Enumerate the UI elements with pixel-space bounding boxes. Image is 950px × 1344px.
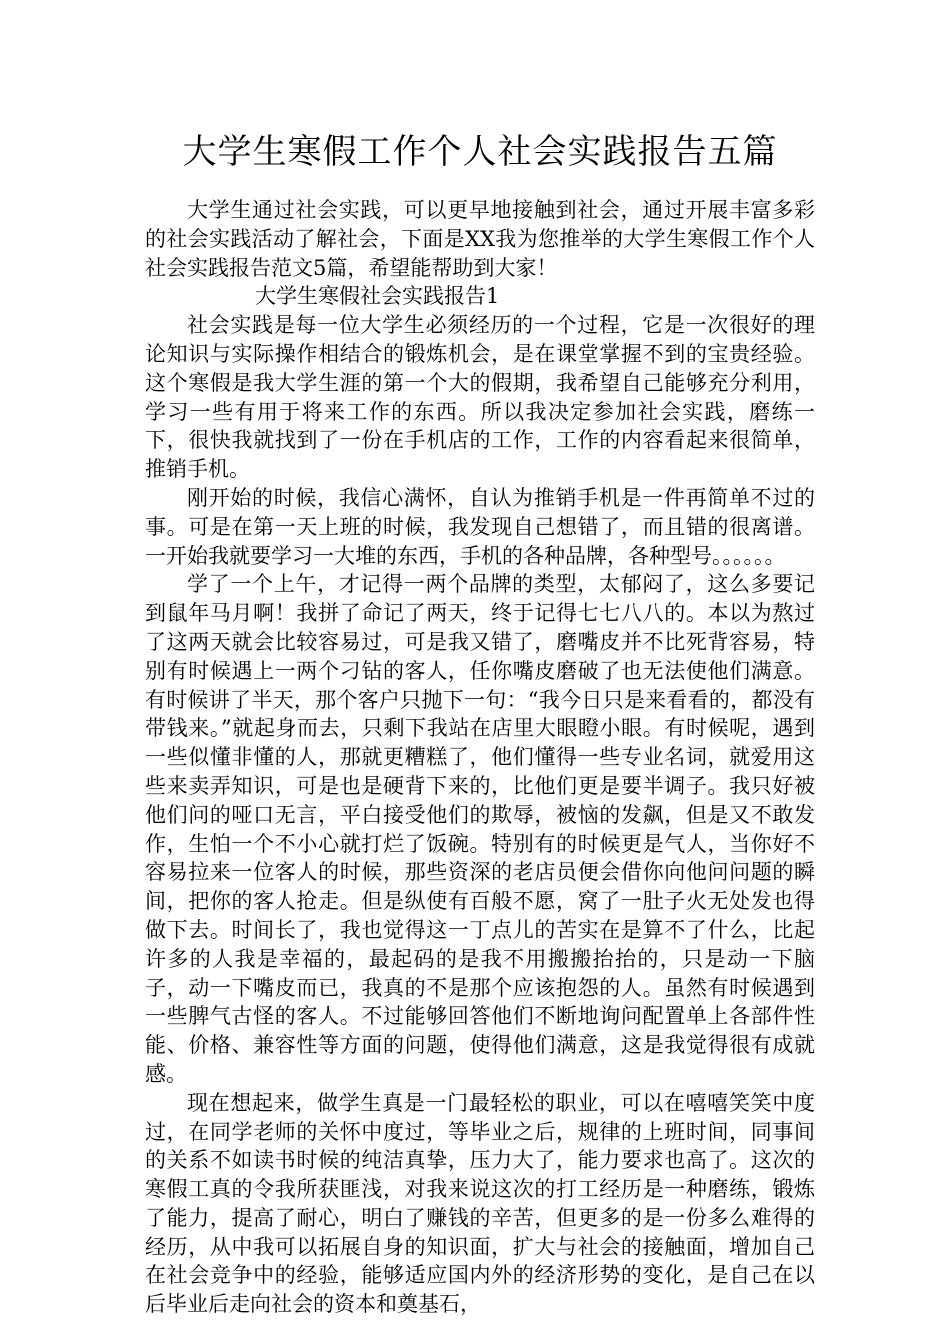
body-paragraph: 社会实践是每一位大学生必须经历的一个过程，它是一次很好的理论知识与实际操作相结合的锻炼机会，是在课堂掌握不到的宝贵经验。这个寒假是我大学生涯的第一个大的假期，我希望自己能够充分利用，学习一些有用于将来工作的东西。所以我决定参加社会实践，磨练一下，很快我就找到了一份在手机店的工作，工作的内容看起来很简单，推销手机。	[145, 313, 815, 482]
intro-paragraph: 大学生通过社会实践，可以更早地接触到社会，通过开展丰富多彩的社会实践活动了解社会，下面是XX我为您推举的大学生寒假工作个人社会实践报告范文5篇，希望能帮助到大家！	[145, 198, 815, 280]
body-paragraph: 学了一个上午，才记得一两个品牌的类型，太郁闷了，这么多要记到鼠年马月啊！我拼了命记了两天，终于记得七七八八的。本以为熬过了这两天就会比较容易过，可是我又错了，磨嘴皮并不比死背容易，特别有时候遇上一两个刁钻的客人，任你嘴皮磨破了也无法使他们满意。有时候讲了半天，那个客户只抛下一句：“我今日只是来看看的，都没有带钱来。”就起身而去，只剩下我站在店里大眼瞪小眼。有时候呢，遇到一些似懂非懂的人，那就更糟糕了，他们懂得一些专业名词，就爱用这些来卖弄知识，可是也是硬背下来的，比他们更是要半调子。我只好被他们问的哑口无言，平白接受他们的欺辱，被恼的发飙，但是又不敢发作，生怕一个不小心就打烂了饭碗。特别有的时候更是气人，当你好不容易拉来一位客人的时候，那些资深的老店员便会借你向他问问题的瞬间，把你的客人抢走。但是纵使有百般不愿，窝了一肚子火无处发也得做下去。时间长了，我也觉得这一丁点儿的苦实在是算不了什么，比起许多的人我是幸福的，最起码的是我不用搬搬抬抬的，只是动一下脑子，动一下嘴皮而已，我真的不是那个应该抱怨的人。虽然有时候遇到一些脾气古怪的客人。不过能够回答他们不断地询问配置单上各部件性能、价格、兼容性等方面的问题，使得他们满意，这是我觉得很有成就感。	[145, 572, 815, 1086]
body-paragraph: 刚开始的时候，我信心满怀，自认为推销手机是一件再简单不过的事。可是在第一天上班的时候，我发现自己想错了，而且错的很离谱。一开始我就要学习一大堆的东西，手机的各种品牌，各种型号。。。。。。	[145, 485, 815, 568]
document-page	[145, 128, 815, 1319]
section-heading: 大学生寒假社会实践报告1	[255, 284, 500, 309]
document-title: 大学生寒假工作个人社会实践报告五篇	[182, 132, 778, 172]
body-paragraph: 现在想起来，做学生真是一门最轻松的职业，可以在嘻嘻笑笑中度过，在同学老师的关怀中度过，等毕业之后，规律的上班时间，同事间的关系不如读书时候的纯洁真挚，压力大了，能力要求也高了。这次的寒假工真的令我所获匪浅，对我来说这次的打工经历是一种磨练，锻炼了能力，提高了耐心，明白了赚钱的辛苦，但更多的是一份多么难得的经历，从中我可以拓展自身的知识面，扩大与社会的接触面，增加自己在社会竞争中的经验，能够适应国内外的经济形势的变化，是自己在以后毕业后走向社会的资本和奠基石，	[145, 1090, 815, 1317]
